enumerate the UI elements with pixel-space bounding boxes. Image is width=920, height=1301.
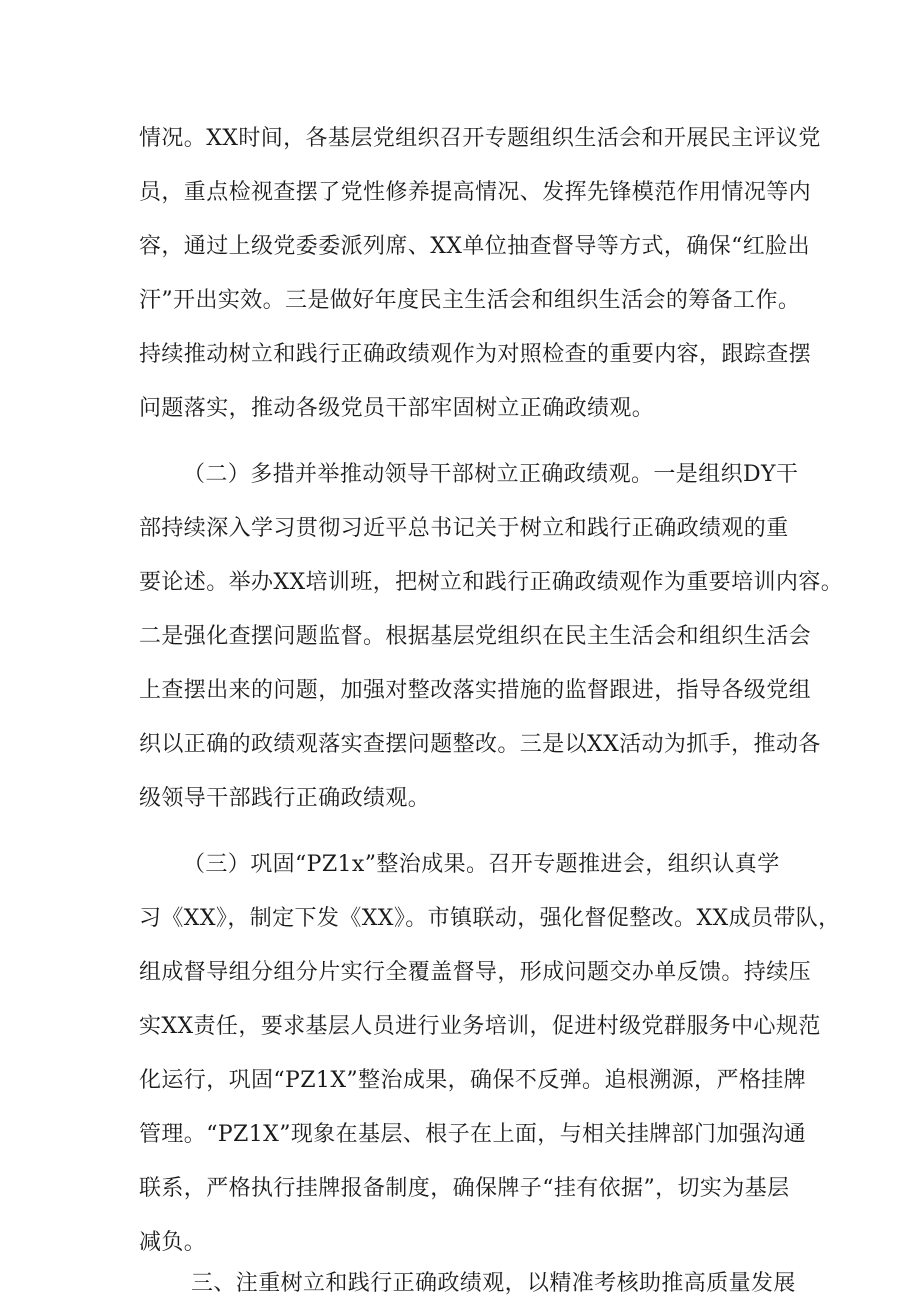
paragraph-2-line-2: 部持续深入学习贯彻习近平总书记关于树立和践行正确政绩观的重 xyxy=(139,516,789,541)
paragraph-1-line-3: 容，通过上级党委委派列席、XX单位抽查督导等方式，确保“红脸出 xyxy=(139,234,810,259)
paragraph-2-line-5: 上查摆出来的问题，加强对整改落实措施的监督跟进，指导各级党组 xyxy=(139,678,812,703)
paragraph-2-line-3: 要论述。举办XX培训班，把树立和践行正确政绩观作为重要培训内容。 xyxy=(139,570,844,595)
paragraph-3-line-3: 组成督导组分组分片实行全覆盖督导，形成问题交办单反馈。持续压 xyxy=(139,960,812,985)
paragraph-1-line-1: 情况。XX时间，各基层党组织召开专题组织生活会和开展民主评议党 xyxy=(139,126,821,151)
paragraph-3-line-6: 管理。“PZ1X”现象在基层、根子在上面，与相关挂牌部门加强沟通 xyxy=(139,1122,807,1147)
paragraph-2-line-4: 二是强化查摆问题监督。根据基层党组织在民主生活会和组织生活会 xyxy=(139,624,812,649)
section-heading: 三、注重树立和践行正确政绩观，以精准考核助推高质量发展 xyxy=(191,1271,796,1296)
paragraph-2-line-7: 级领导干部践行正确政绩观。 xyxy=(139,786,431,811)
paragraph-3-line-7: 联系，严格执行挂牌报备制度，确保牌子“挂有依据”，切实为基层 xyxy=(139,1176,790,1201)
paragraph-1-line-6: 问题落实，推动各级党员干部牢固树立正确政绩观。 xyxy=(139,396,655,421)
paragraph-3-line-2: 习《XX》，制定下发《XX》。市镇联动，强化督促整改。XX成员带队， xyxy=(139,906,841,931)
paragraph-2-line-1: （二）多措并举推动领导干部树立正确政绩观。一是组织DY干 xyxy=(183,462,799,487)
paragraph-1-line-5: 持续推动树立和践行正确政绩观作为对照检查的重要内容，跟踪查摆 xyxy=(139,342,812,367)
paragraph-2-line-6: 织以正确的政绩观落实查摆问题整改。三是以XX活动为抓手，推动各 xyxy=(139,732,821,757)
paragraph-3-line-5: 化运行，巩固“PZ1X”整治成果，确保不反弹。追根溯源，严格挂牌 xyxy=(139,1068,807,1093)
paragraph-3-line-8: 减负。 xyxy=(139,1230,207,1255)
paragraph-3-line-4: 实XX责任，要求基层人员进行业务培训，促进村级党群服务中心规范 xyxy=(139,1014,821,1039)
paragraph-3-line-1: （三）巩固“PZ1x”整治成果。召开专题推进会，组织认真学 xyxy=(183,852,780,877)
paragraph-1-line-2: 员，重点检视查摆了党性修养提高情况、发挥先锋模范作用情况等内 xyxy=(139,180,812,205)
paragraph-1-line-4: 汗”开出实效。三是做好年度民主生活会和组织生活会的筹备工作。 xyxy=(139,288,801,313)
